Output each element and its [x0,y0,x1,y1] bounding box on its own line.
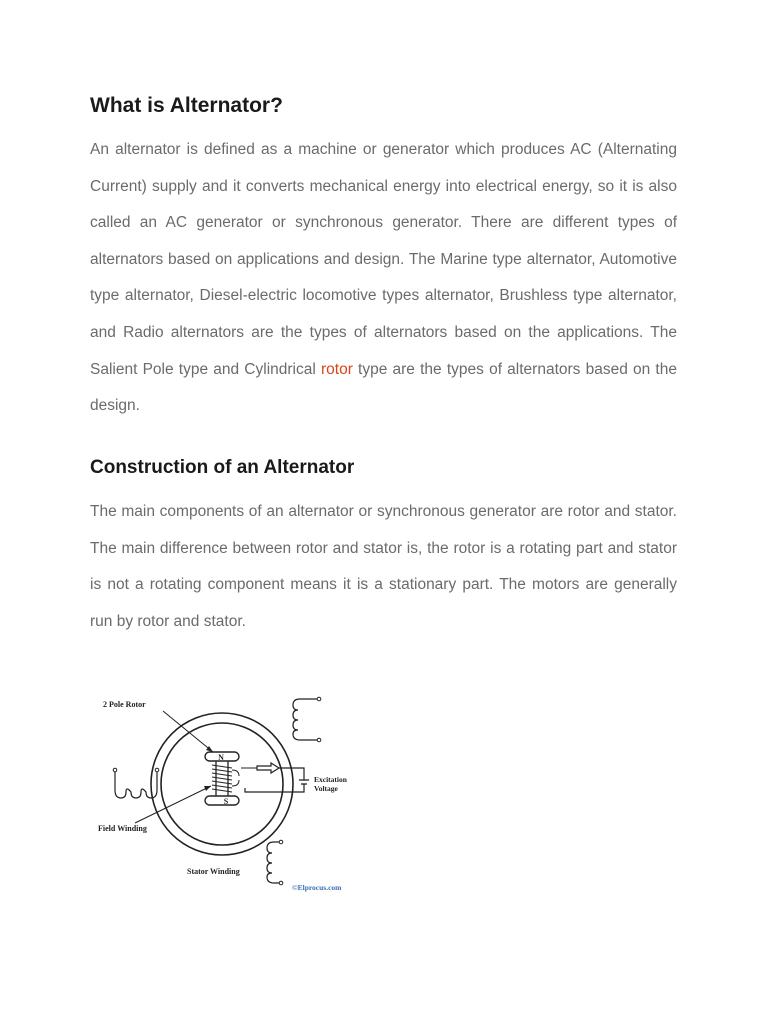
south-pole-label: S [223,797,229,806]
field-winding-terminal-b [155,768,159,772]
rotor-label: 2 Pole Rotor [103,700,146,709]
stator-inner-ring [161,723,283,845]
excitation-wire-bottom [245,784,304,792]
stator-coil-bottom-terminal-a [279,840,283,844]
stator-coil-bottom-terminal-b [279,881,283,885]
intro-text-end: type are the types of alternators based on the design. [90,360,677,415]
section-heading-what-is-alternator: What is Alternator? [90,94,283,117]
field-winding-terminal-a [113,768,117,772]
alternator-diagram [95,688,365,898]
rotor-pointer-line [163,711,213,752]
stator-outer-ring [151,713,293,855]
stator-coil-top [293,699,317,740]
excitation-label-line2: Voltage [314,784,338,793]
south-pole-piece [205,796,239,805]
construction-paragraph: The main components of an alternator or synchronous generator are rotor and stator. The main difference between rotor and stator is, the rotor is a rotating part and stator is not a rotating component means it is a stationary part. The motors are generally run by rotor and stator. [90,503,677,630]
rotor-field-coil [212,765,232,792]
section-heading-construction: Construction of an Alternator [90,457,355,478]
rotor-leads [232,770,239,786]
alternator-diagram-svg [95,688,365,898]
rotor-link[interactable]: rotor [320,360,353,378]
intro-text: An alternator is defined as a machine or generator which produces AC (Alternating Current) supply and it converts mechanical energy into electrical energy, so it is also called an AC generator or synchronous generator. There are different types of alternators based on applications and design. The Marine type alternator, Automotive type alternator, Diesel-electric locomotive types alternator, Brushless type alternator, and Radio alternators are the types of alternators based on the applications. The Salient Pole type and Cylindrical [90,141,677,378]
diagram-credit: ©Elprocus.com [292,883,342,892]
north-pole-label: N [218,753,224,762]
stator-coil-bottom [267,842,279,883]
stator-coil-top-terminal-a [317,697,321,701]
intro-paragraph [90,132,677,425]
field-winding-pointer-arrowhead [204,786,211,791]
stator-winding-label: Stator Winding [187,867,240,876]
field-winding-label: Field Winding [98,824,147,833]
stator-coil-top-terminal-b [317,738,321,742]
excitation-label-line1: Excitation [314,775,347,784]
brush-arrow [257,763,279,773]
